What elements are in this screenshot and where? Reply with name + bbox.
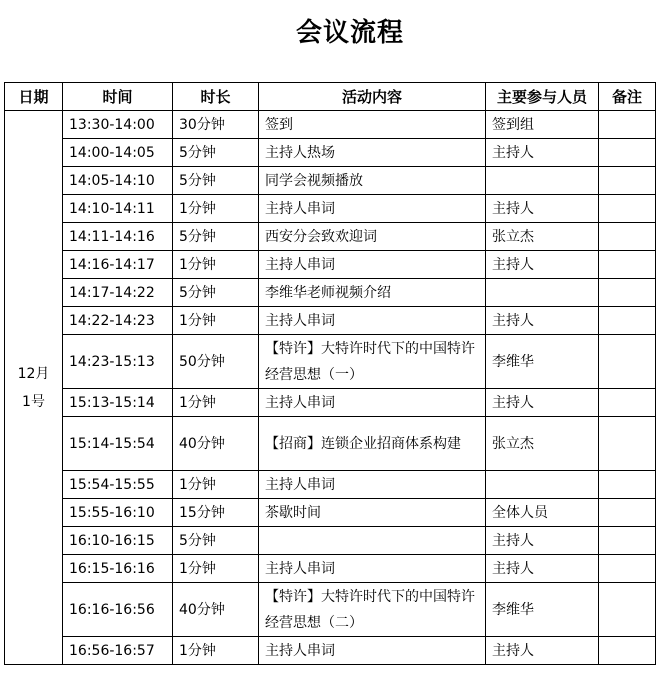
content-cell: 西安分会致欢迎词 (259, 223, 486, 251)
content-cell: 【特许】大特许时代下的中国特许经营思想（二） (259, 583, 486, 637)
participant-cell: 李维华 (486, 583, 599, 637)
note-cell (599, 555, 656, 583)
duration-cell: 30分钟 (173, 111, 259, 139)
table-row (5, 223, 656, 251)
date-day: 1号 (22, 393, 45, 410)
note-cell (599, 307, 656, 335)
content-cell: 【特许】大特许时代下的中国特许经营思想（一） (259, 335, 486, 389)
duration-cell: 50分钟 (173, 335, 259, 389)
content-cell: 主持人串词 (259, 251, 486, 279)
participant-cell: 主持人 (486, 139, 599, 167)
note-cell (599, 223, 656, 251)
table-row (5, 307, 656, 335)
table-row (5, 417, 656, 471)
table-row (5, 335, 656, 389)
table-row (5, 527, 656, 555)
time-cell: 15:54-15:55 (63, 471, 173, 499)
participant-cell (486, 167, 599, 195)
participant-cell: 主持人 (486, 637, 599, 665)
duration-cell: 40分钟 (173, 583, 259, 637)
note-cell (599, 195, 656, 223)
time-cell: 16:16-16:56 (63, 583, 173, 637)
participant-cell: 主持人 (486, 389, 599, 417)
time-cell: 14:23-15:13 (63, 335, 173, 389)
header-participants: 主要参与人员 (486, 83, 599, 111)
duration-cell: 15分钟 (173, 499, 259, 527)
table-row (5, 389, 656, 417)
content-cell: 李维华老师视频介绍 (259, 279, 486, 307)
time-cell: 15:13-15:14 (63, 389, 173, 417)
note-cell (599, 335, 656, 389)
content-cell (259, 527, 486, 555)
content-cell: 签到 (259, 111, 486, 139)
time-cell: 16:56-16:57 (63, 637, 173, 665)
table-row (5, 139, 656, 167)
participant-cell: 张立杰 (486, 417, 599, 471)
table-row (5, 279, 656, 307)
note-cell (599, 417, 656, 471)
table-row (5, 471, 656, 499)
duration-cell: 1分钟 (173, 307, 259, 335)
header-date: 日期 (5, 83, 63, 111)
page-title: 会议流程 (295, 18, 404, 48)
time-cell: 14:05-14:10 (63, 167, 173, 195)
note-cell (599, 499, 656, 527)
schedule-table (4, 82, 656, 665)
note-cell (599, 167, 656, 195)
participant-cell (486, 279, 599, 307)
participant-cell: 主持人 (486, 307, 599, 335)
time-cell: 14:00-14:05 (63, 139, 173, 167)
duration-cell: 40分钟 (173, 417, 259, 471)
note-cell (599, 527, 656, 555)
content-cell: 主持人串词 (259, 471, 486, 499)
note-cell (599, 637, 656, 665)
table-row (5, 555, 656, 583)
table-row (5, 195, 656, 223)
duration-cell: 1分钟 (173, 555, 259, 583)
time-cell: 14:11-14:16 (63, 223, 173, 251)
note-cell (599, 279, 656, 307)
note-cell (599, 389, 656, 417)
participant-cell (486, 471, 599, 499)
participant-cell: 全体人员 (486, 499, 599, 527)
time-cell: 14:16-14:17 (63, 251, 173, 279)
note-cell (599, 471, 656, 499)
time-cell: 14:10-14:11 (63, 195, 173, 223)
time-cell: 15:14-15:54 (63, 417, 173, 471)
header-time: 时间 (63, 83, 173, 111)
participant-cell: 主持人 (486, 251, 599, 279)
header-notes: 备注 (599, 83, 656, 111)
duration-cell: 5分钟 (173, 279, 259, 307)
time-cell: 15:55-16:10 (63, 499, 173, 527)
duration-cell: 5分钟 (173, 167, 259, 195)
duration-cell: 1分钟 (173, 195, 259, 223)
content-cell: 同学会视频播放 (259, 167, 486, 195)
participant-cell: 签到组 (486, 111, 599, 139)
participant-cell: 主持人 (486, 527, 599, 555)
note-cell (599, 111, 656, 139)
content-cell: 主持人串词 (259, 389, 486, 417)
content-cell: 主持人串词 (259, 195, 486, 223)
duration-cell: 5分钟 (173, 223, 259, 251)
content-cell: 主持人串词 (259, 307, 486, 335)
content-cell: 主持人串词 (259, 637, 486, 665)
duration-cell: 1分钟 (173, 637, 259, 665)
participant-cell: 主持人 (486, 555, 599, 583)
time-cell: 14:22-14:23 (63, 307, 173, 335)
duration-cell: 5分钟 (173, 527, 259, 555)
time-cell: 16:15-16:16 (63, 555, 173, 583)
schedule-body (5, 111, 656, 665)
content-cell: 茶歇时间 (259, 499, 486, 527)
header-content: 活动内容 (259, 83, 486, 111)
duration-cell: 1分钟 (173, 251, 259, 279)
time-cell: 13:30-14:00 (63, 111, 173, 139)
table-header-row (5, 83, 656, 111)
note-cell (599, 583, 656, 637)
table-row (5, 583, 656, 637)
date-month: 12月 (17, 365, 50, 382)
duration-cell: 1分钟 (173, 471, 259, 499)
time-cell: 14:17-14:22 (63, 279, 173, 307)
time-cell: 16:10-16:15 (63, 527, 173, 555)
table-row (5, 111, 656, 139)
content-cell: 主持人热场 (259, 139, 486, 167)
participant-cell: 李维华 (486, 335, 599, 389)
duration-cell: 5分钟 (173, 139, 259, 167)
duration-cell: 1分钟 (173, 389, 259, 417)
header-duration: 时长 (173, 83, 259, 111)
participant-cell: 张立杰 (486, 223, 599, 251)
table-row (5, 167, 656, 195)
participant-cell: 主持人 (486, 195, 599, 223)
table-row (5, 251, 656, 279)
table-row (5, 637, 656, 665)
note-cell (599, 139, 656, 167)
content-cell: 【招商】连锁企业招商体系构建 (259, 417, 486, 471)
content-cell: 主持人串词 (259, 555, 486, 583)
table-row (5, 499, 656, 527)
date-cell (5, 111, 63, 665)
note-cell (599, 251, 656, 279)
